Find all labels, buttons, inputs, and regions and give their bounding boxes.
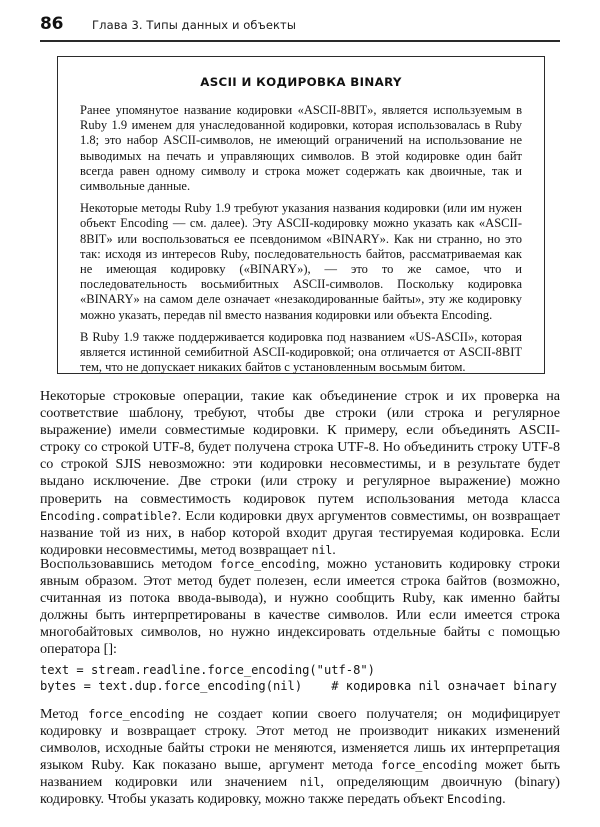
inline-code-nil: nil xyxy=(299,775,321,790)
inline-code-force-encoding: force_encoding xyxy=(219,557,317,571)
text-run: . xyxy=(502,791,506,808)
body-paragraph-1 xyxy=(40,388,560,559)
code-listing xyxy=(40,662,560,694)
body-block-3 xyxy=(40,706,560,809)
inline-code-compatible: compatible? xyxy=(101,508,178,523)
page-number: 86 xyxy=(40,14,64,34)
body-paragraph-3 xyxy=(40,706,560,809)
text-run: Метод xyxy=(40,706,89,722)
inline-code-force-encoding: force_encoding xyxy=(381,758,478,773)
sidebar-callout-box xyxy=(57,56,545,374)
text-run: , определяющим двоичную (binary) кодировку. Чтобы указать кодировку, можно также передать объект xyxy=(40,774,560,808)
sidebar-paragraph-3: В Ruby 1.9 также поддерживается кодировка под названием «US-ASCII», которая является истинной семибитной ASCII-кодировкой; она отличается от ASCII-8BIT тем, что не допускает никаких байтов с установленным восьмым битом. xyxy=(80,329,522,375)
inline-code-encoding: Encoding. xyxy=(40,508,102,523)
code-line: bytes = text.dup.force_encoding(nil) # кодировка nil означает binary xyxy=(40,679,557,693)
chapter-title: Глава 3. Типы данных и объекты xyxy=(92,18,297,32)
text-run: Воспользовавшись методом xyxy=(40,556,220,572)
body-paragraph-2 xyxy=(40,556,560,659)
sidebar-heading: ASCII И КОДИРОВКА BINARY xyxy=(200,75,402,89)
text-run: . xyxy=(332,541,336,558)
inline-code-force-encoding: force_encoding xyxy=(88,707,185,721)
text-run: не создает копии своего получателя; он модифицирует кодировку и возвращает строку. Этот метод не производит никаких изменений символов, исходные байты строки не меняются, изменяется лишь их интерпретация языком Ruby. Как показано выше, аргумент метода xyxy=(40,706,560,774)
sidebar-paragraph-2: Некоторые методы Ruby 1.9 требуют указания названия кодировки (или им нужен объект Encoding — см. далее). Эту ASCII-кодировку можно указать как «ASCII-8BIT» или воспользоваться ее псевдонимом «BINARY». Как ни странно, но это так: исходя из интересов Ruby, последовательность байтов, рассматриваемая как не имеющая кодировку («BINARY»), — это то же самое, что и последовательность восьмибитных ASCII-символов. Поскольку кодировка «BINARY» на самом деле означает «незакодированные байты», эту же кодировку можно указать, передав nil вместо названия кодировки или объекта Encoding. xyxy=(80,201,522,322)
text-run: может быть названием кодировки или значением xyxy=(40,757,560,791)
body-block-1 xyxy=(40,388,560,559)
text-run: Некоторые строковые операции, такие как объединение строк и их проверка на соответствие шаблону, требуют, чтобы две строки (или строка и регулярное выражение) имели совместимые кодировки. К примеру, если объединять ASCII-строку со строкой UTF-8, будет получена строка UTF-8. Но объединить строку UTF-8 со строкой SJIS невозможно: эти кодировки несовместимы, и в результате будет выдано исключение. Две строки (или строку и регулярное выражение) можно проверить на совместимость кодировок путем использования метода класса xyxy=(40,388,560,507)
code-line: text = stream.readline.force_encoding("utf-8") xyxy=(40,663,375,677)
inline-code-nil: nil xyxy=(311,542,333,557)
body-block-2 xyxy=(40,556,560,659)
running-head xyxy=(40,14,560,38)
text-run: . Если кодировки двух аргументов совместимы, он возвращает название той из них, в набор которой входит другая тестируемая кодировка. Если кодировки несовместимы, метод возвращает xyxy=(40,507,560,558)
inline-code-encoding: Encoding xyxy=(447,792,503,807)
header-divider xyxy=(40,40,560,42)
text-run: , можно установить кодировку строки явным образом. Этот метод будет полезен, если имеется строка байтов (возможно, считанная из потока ввода-вывода), и нужно сообщить Ruby, как именно байты должны быть интерпретированы в качестве символов. Или если имеется строка многобайтовых символов, но нужно индексировать отдельные байты с помощью оператора []: xyxy=(40,556,560,658)
sidebar-paragraph-1: Ранее упомянутое название кодировки «ASCII-8BIT», является используемым в Ruby 1.9 именем для унаследованной кодировки, которая использовалась в Ruby 1.8; это набор ASCII-символов, не имеющий ограничений на использование не выводимых на печать и управляющих символов. В этой кодировке один байт всегда равен одному символу и строка может содержать как двоичные, так и символьные данные. xyxy=(80,103,522,194)
